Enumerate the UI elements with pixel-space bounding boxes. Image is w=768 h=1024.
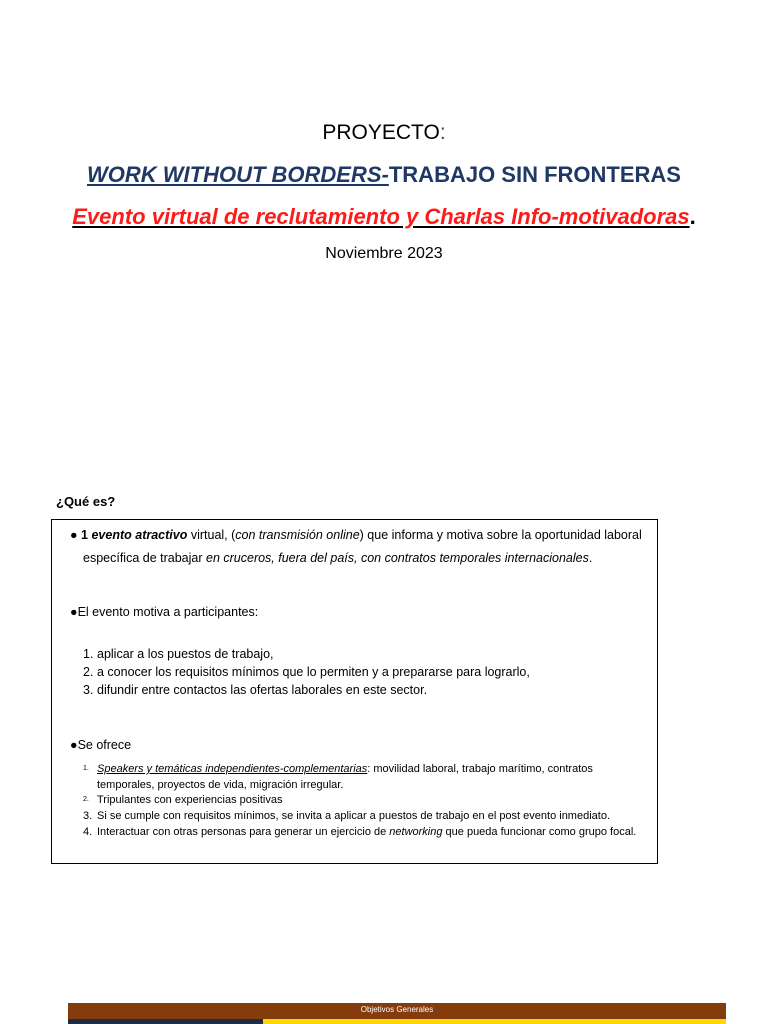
objectives-table-row: [68, 1019, 726, 1024]
document-date: Noviembre 2023: [325, 245, 443, 262]
bullet-icon: ●: [70, 528, 78, 542]
list-item: 2. a conocer los requisitos mínimos que lo permiten y a prepararse para lograrlo,: [83, 665, 530, 679]
project-title: [0, 162, 768, 188]
list-item: 3. difundir entre contactos las ofertas laborales en este sector.: [83, 683, 428, 697]
paragraph-motivates: ●El evento motiva a participantes:: [70, 605, 259, 619]
list-item: 1. Speakers y temáticas independientes-complementarias: movilidad laboral, trabajo marítimo, contratos: [83, 763, 593, 775]
project-label-text: PROYECTO: [322, 121, 440, 144]
table-cell: [263, 1019, 726, 1024]
bullet-icon: ●: [70, 605, 78, 619]
list-item: 4. Interactuar con otras personas para generar un ejercicio de networking que pueda funcionar como grupo focal.: [83, 826, 637, 838]
paragraph-offers: ●Se ofrece: [70, 738, 132, 752]
event-title: [0, 204, 768, 230]
project-label: [0, 121, 768, 145]
list-item: 3. Si se cumple con requisitos mínimos, se invita a aplicar a puestos de trabajo en el post evento inmediato.: [83, 810, 610, 822]
project-label-colon: :: [439, 121, 446, 144]
paragraph-intro-line2: específica de trabajar en cruceros, fuera del país, con contratos temporales internacionales.: [83, 551, 593, 565]
bullet-icon: ●: [70, 738, 78, 752]
section-heading: ¿Qué es?: [56, 494, 116, 509]
project-title-english: WORK WITHOUT BORDERS-: [87, 162, 389, 187]
list-item: 2. Tripulantes con experiencias positivas: [83, 794, 283, 806]
paragraph-intro-line1: ● 1 evento atractivo virtual, (con transmisión online) que informa y motiva sobre la oportunidad laboral: [70, 528, 642, 542]
description-box: [51, 519, 658, 864]
table-cell: [68, 1019, 263, 1024]
list-item-continuation: temporales, proyectos de vida, migración irregular.: [97, 779, 344, 791]
event-title-period: .: [689, 204, 696, 229]
project-title-spanish: TRABAJO SIN FRONTERAS: [388, 162, 681, 187]
list-item: 1. aplicar a los puestos de trabajo,: [83, 647, 274, 661]
objectives-table-header: Objetivos Generales: [68, 1003, 726, 1024]
event-title-text: Evento virtual de reclutamiento y Charlas Info-motivadoras: [72, 204, 690, 229]
